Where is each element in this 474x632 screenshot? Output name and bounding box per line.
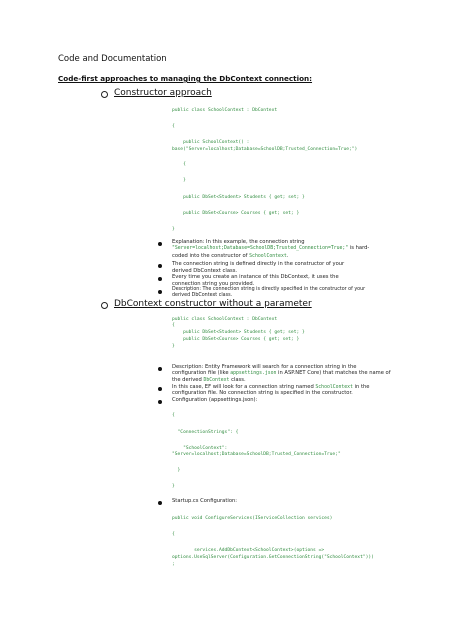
bullet-text: The connection string is defined directly in the constructor of your (172, 261, 345, 267)
bullet-text: Every time you create an instance of this DbContext, it uses the (172, 274, 339, 280)
circle-bullet-icon (101, 302, 108, 309)
bullet-text: configuration file. No connection string is specified in the constructor. (172, 390, 353, 396)
bullet-text: In this case, EF will look for a connection string named SchoolContext in the (172, 384, 370, 390)
code-line: } (172, 227, 175, 232)
bullet-text: Configuration (appsettings.json): (172, 397, 258, 403)
code-line: public DbSet<Course> Courses { get; set; } (172, 337, 300, 342)
bullet-text: the derived DbContext class. (172, 377, 246, 383)
code-line: "SchoolContext": (172, 446, 228, 451)
bullet-icon (158, 501, 162, 505)
code-line: public DbSet<Student> Students { get; set; } (172, 330, 305, 335)
code-line: "ConnectionStrings": { (172, 430, 239, 435)
bullet-icon (158, 400, 162, 404)
code-line: { (172, 162, 186, 167)
code-line: public class SchoolContext : DbContext (172, 317, 278, 322)
bullet-icon (158, 264, 162, 268)
code-line: "Server=localhost;Database=SchoolDB;Trusted_Connection=True;" (172, 452, 341, 457)
startup-label: Startup.cs Configuration: (172, 498, 238, 504)
bullet-text: derived DbContext class. (172, 268, 238, 274)
bullet-text: Description: The connection string is directly specified in the constructor of your (172, 287, 366, 292)
bullet-text: Explanation: In this example, the connection string (172, 239, 307, 245)
section2-title: DbContext constructor without a parameter (114, 299, 312, 309)
bullet-icon (158, 290, 162, 294)
code-line: ; (172, 562, 175, 567)
code-line: public void ConfigureServices(IServiceCollection services) (172, 516, 333, 521)
code-line: services.AddDbContext<SchoolContext>(options => (172, 548, 325, 553)
circle-bullet-icon (101, 91, 108, 98)
code-line: public DbSet<Course> Courses { get; set; } (172, 211, 300, 216)
bullet-text: derived DbContext class. (172, 293, 233, 298)
code-line: } (172, 468, 181, 473)
code-line: public SchoolContext() : (172, 140, 250, 145)
code-line: public DbSet<Student> Students { get; set; } (172, 195, 305, 200)
section1-title: Constructor approach (114, 88, 212, 98)
code-line: { (172, 323, 175, 328)
code-line: base("Server=localhost;Database=SchoolDB;Trusted_Connection=True;") (172, 147, 358, 152)
bullet-icon (158, 367, 162, 371)
bullet-text: connection string you provided. (172, 281, 255, 287)
bullet-text: Description: Entity Framework will search for a connection string in the (172, 364, 357, 370)
document-title: Code and Documentation (58, 54, 167, 64)
bullet-icon (158, 387, 162, 391)
code-line: options.UseSqlServer(Configuration.GetConnectionString("SchoolContext"))) (172, 555, 374, 560)
code-line: } (172, 178, 186, 183)
code-line: public class SchoolContext : DbContext (172, 108, 278, 113)
code-line: } (172, 344, 175, 349)
bullet-text: coded into the constructor of SchoolContext. (172, 253, 289, 259)
bullet-text: "Server=localhost;Database=SchoolDB;Trusted_Connection=True;" is hard- (172, 245, 370, 251)
code-line: { (172, 532, 175, 537)
code-line: { (172, 124, 175, 129)
bullet-icon (158, 242, 162, 246)
bullet-text: configuration file (like appsettings.json in ASP.NET Core) that matches the name of (172, 370, 391, 376)
section-heading: Code-first approaches to managing the DbContext connection: (58, 74, 313, 83)
code-line: { (172, 413, 175, 418)
code-line: } (172, 484, 175, 489)
bullet-icon (158, 277, 162, 281)
